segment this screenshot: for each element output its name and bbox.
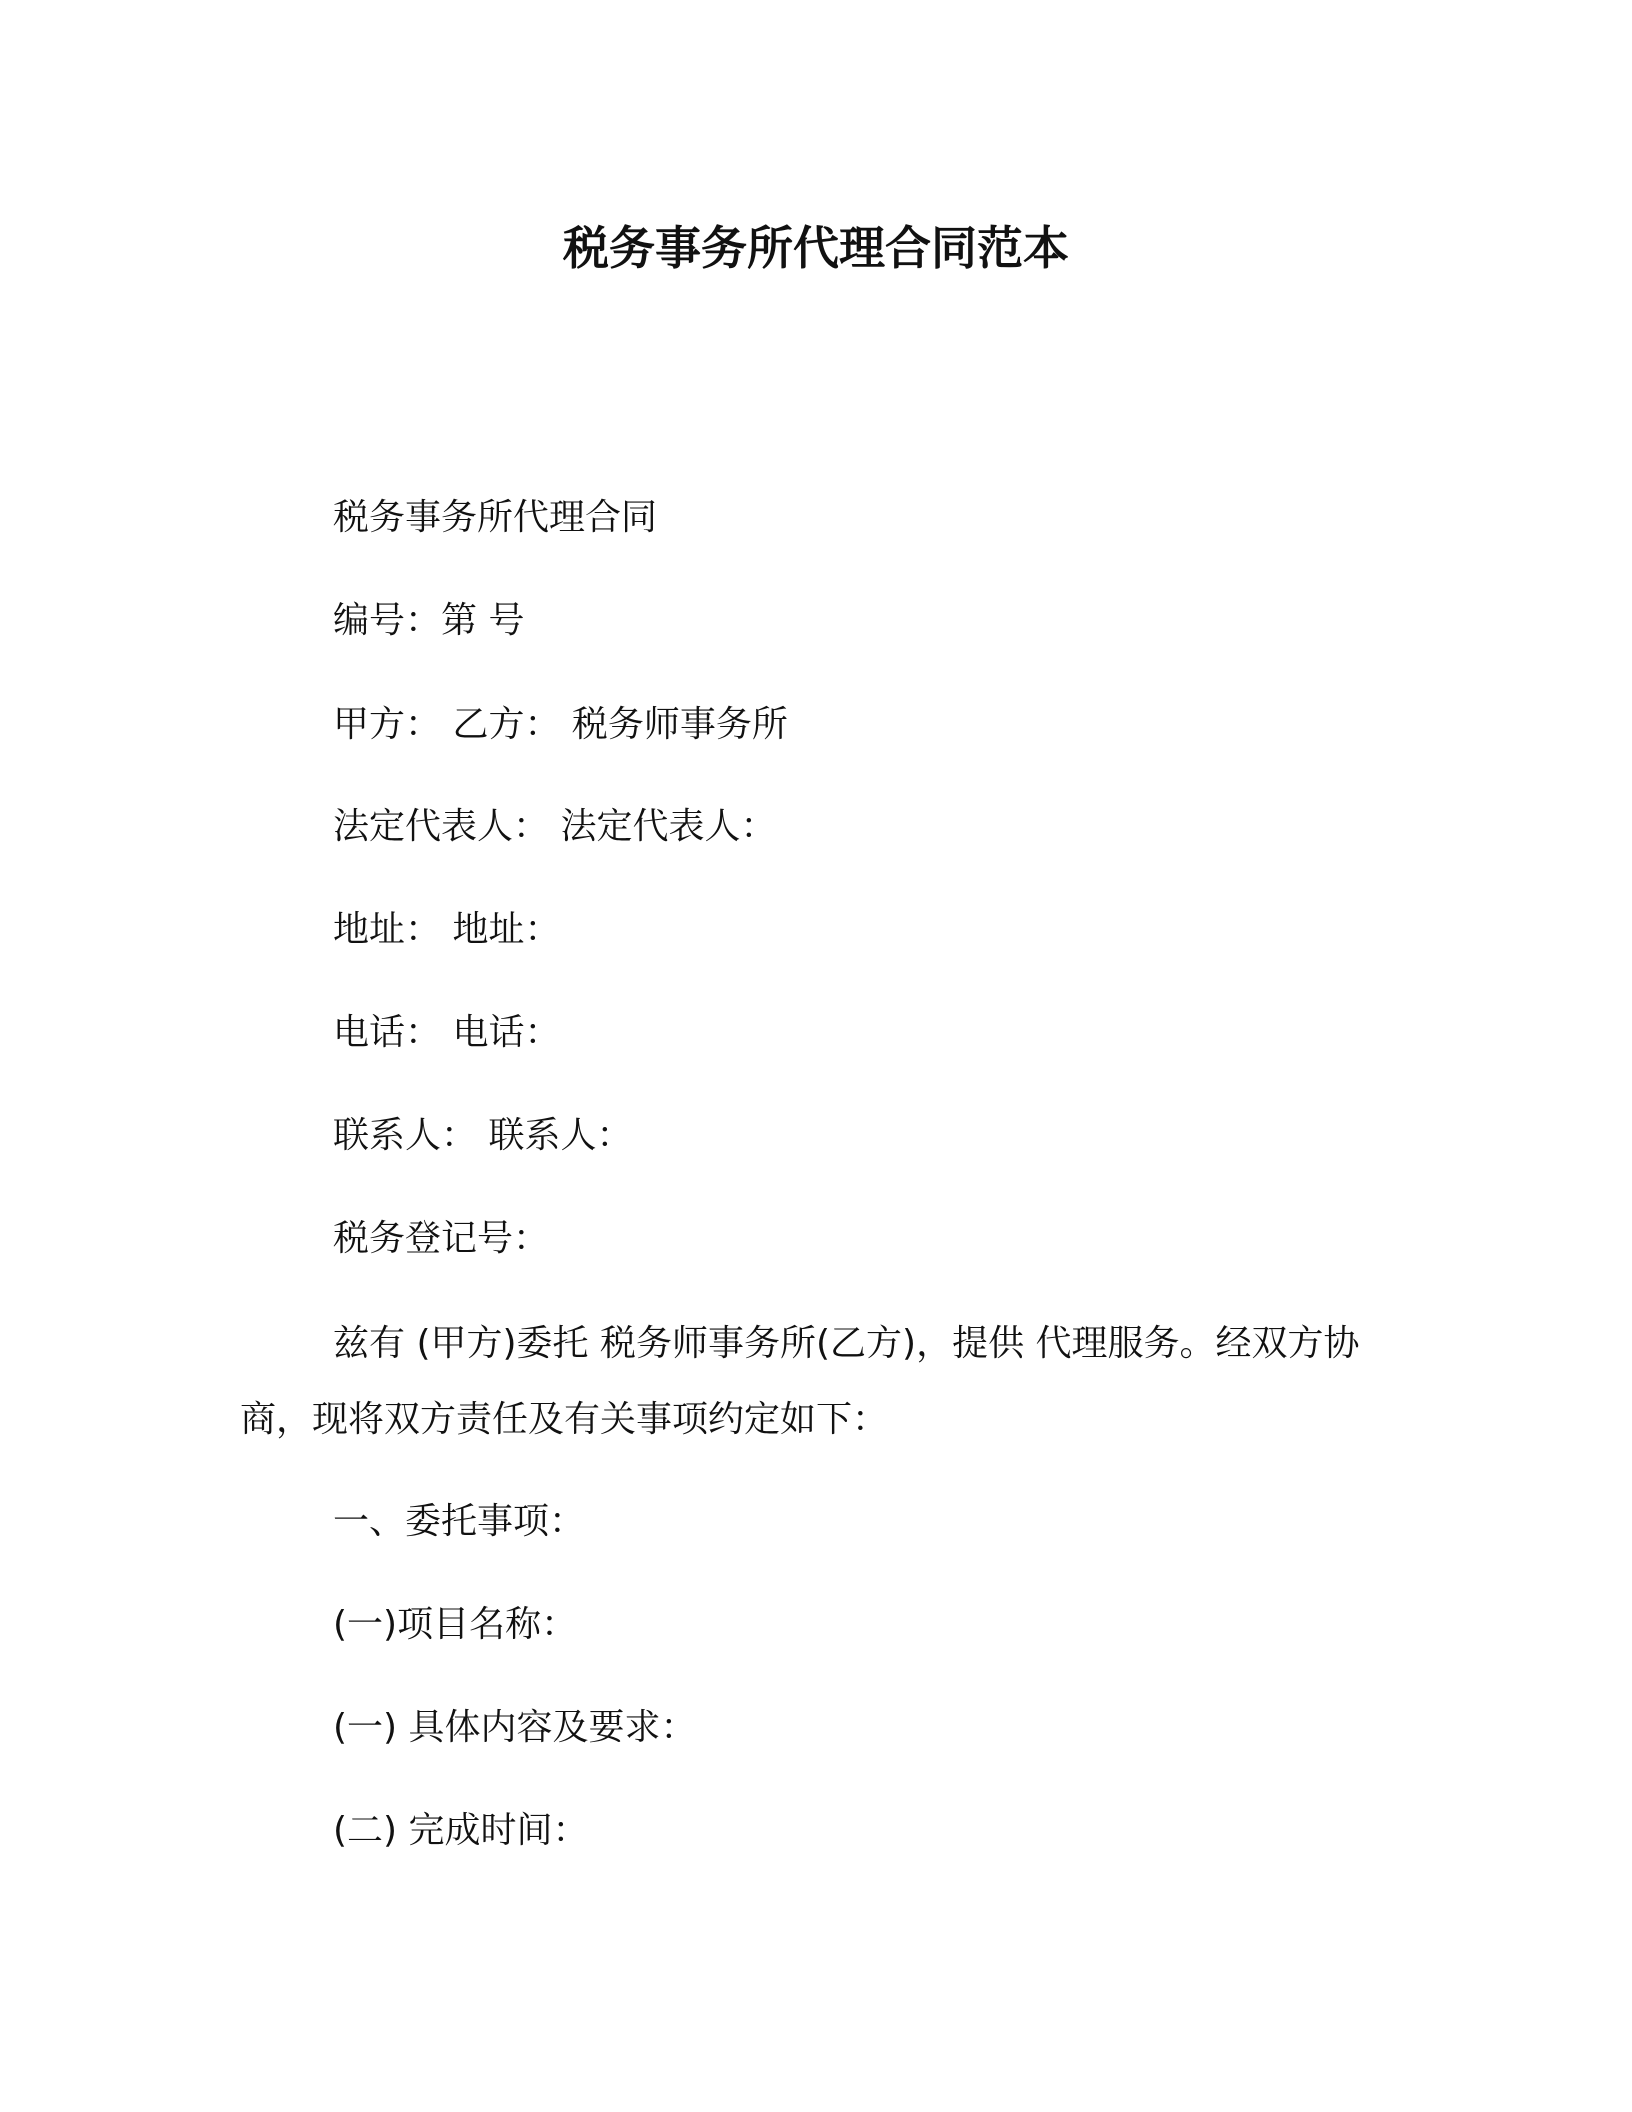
- item-completion-time: (二) 完成时间：: [333, 1810, 589, 1851]
- section-heading-entrusted-matters: 一、委托事项：: [333, 1501, 586, 1542]
- parties-line: 甲方： 乙方： 税务师事务所: [333, 704, 788, 745]
- contract-name: 税务事务所代理合同: [333, 497, 658, 538]
- document-title: 税务事务所代理合同范本: [563, 221, 1069, 275]
- item-project-name: (一)项目名称：: [333, 1604, 578, 1645]
- contract-number: 编号：第 号: [333, 600, 525, 641]
- contact-person-line: 联系人： 联系人：: [333, 1115, 633, 1156]
- phone-line: 电话： 电话：: [333, 1012, 561, 1053]
- address-line: 地址： 地址：: [333, 909, 561, 950]
- intro-paragraph: 兹有 (甲方)委托 税务师事务所(乙方)，提供 代理服务。经双方协商，现将双方责任及有关事项约定如下：: [240, 1323, 1360, 1440]
- item-content-requirements: (一) 具体内容及要求：: [333, 1707, 697, 1748]
- legal-representative-line: 法定代表人： 法定代表人：: [333, 806, 777, 847]
- tax-registration-line: 税务登记号：: [333, 1218, 550, 1259]
